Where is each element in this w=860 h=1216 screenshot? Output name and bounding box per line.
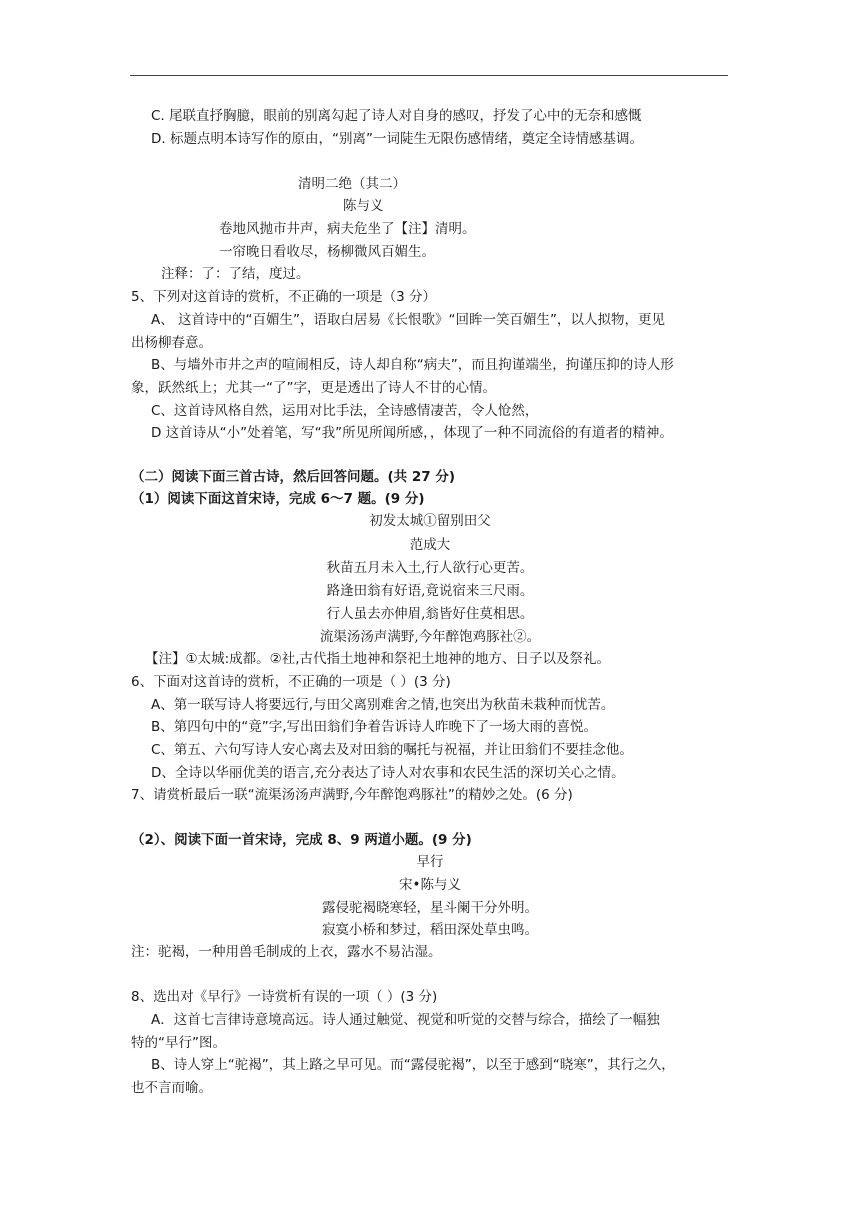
poem-author: 宋•陈与义 [399, 877, 461, 893]
section-heading: （二）阅读下面三首古诗，然后回答问题。(共 27 分) [131, 469, 456, 485]
option-b-text-cont: 也不言而喻。 [131, 1080, 212, 1096]
poem-line: 卷地风抛市井声，病夫危坐了【注】清明。 [219, 221, 476, 237]
poem-author: 陈与义 [343, 198, 384, 214]
option-d-text: D. 标题点明本诗写作的原由，“别离”一词陡生无限伤感情绪，奠定全诗情感基调。 [151, 131, 643, 147]
poem-title: 初发太城①留别田父 [369, 513, 491, 529]
poem-note: 【注】①太城:成都。②社,古代指土地神和祭祀土地神的地方、日子以及祭礼。 [145, 651, 611, 667]
poem-note: 注释：了：了结，度过。 [161, 266, 310, 282]
subsection-heading-2 [131, 830, 472, 850]
poem-line: 一帘晚日看收尽，杨柳微风百媚生。 [219, 244, 435, 260]
poem-line: 秋苗五月未入土,行人欲行心更苦。 [326, 560, 534, 576]
poem-title: 清明二绝（其二） [298, 176, 406, 192]
poem-line: 行人虽去亦伸眉,翁皆好住莫相思。 [326, 606, 534, 622]
poem-author: 范成大 [409, 537, 451, 553]
option-a-text: A、 这首诗中的“百媚生”，语取白居易《长恨歌》“回眸一笑百媚生”，以人拟物，更见 [151, 312, 666, 328]
option-b-text-cont: 象，跃然纸上；尤其一“了”字，更是透出了诗人不甘的心情。 [131, 380, 496, 396]
option-c-text: C. 尾联直抒胸臆，眼前的别离勾起了诗人对自身的感叹，抒发了心中的无奈和感慨 [151, 108, 642, 124]
option-b-text: B、第四句中的“竟”字,写出田翁们争着告诉诗人昨晚下了一场大雨的喜悦。 [151, 719, 598, 735]
option-d-text: D 这首诗从“小”处着笔，写“我”所见所闻所感，，体现了一种不同流俗的有道者的精神。 [151, 425, 673, 441]
option-d-text: D、全诗以华丽优美的语言,充分表达了诗人对农事和农民生活的深切关心之情。 [151, 765, 625, 781]
option-a-text: A、第一联写诗人将要远行,与田父离别难舍之情,也突出为秋苗未栽种而忧苦。 [151, 697, 615, 713]
subsection-heading-text: （2）、阅读下面一首宋诗，完成 8、9 两道小题。(9 分) [131, 832, 472, 848]
poem-line: 流渠汤汤声满野,今年醉饱鸡豚社②。 [319, 629, 541, 645]
option-a-text-cont: 出杨柳春意。 [131, 335, 212, 351]
question-7: 7、请赏析最后一联“流渠汤汤声满野,今年醉饱鸡豚社”的精妙之处。(6 分) [131, 787, 573, 803]
option-b-text: B、诗人穿上“驼褐”，其上路之早可见。而“露侵驼褐”，以至于感到“晓寒”，其行之久， [151, 1057, 675, 1073]
question-5: 5、下列对这首诗的赏析，不正确的一项是（3 分） [131, 289, 436, 305]
subsection-heading: （1）阅读下面这首宋诗，完成 6～7 题。(9 分) [131, 491, 425, 507]
poem-line: 寂寞小桥和梦过，稻田深处草虫鸣。 [322, 922, 538, 938]
option-a-text-cont: 特的“早行”图。 [131, 1035, 226, 1051]
poem-line: 露侵驼褐晓寒轻，星斗阑干分外明。 [322, 900, 538, 916]
option-c-text: C、第五、六句写诗人安心离去及对田翁的嘱托与祝福，并让田翁们不要挂念他。 [151, 742, 633, 758]
question-6: 6、下面对这首诗的赏析，不正确的一项是（ ）(3 分) [131, 674, 451, 690]
option-c-text: C、这首诗风格自然，运用对比手法，全诗感情凄苦，令人怆然， [151, 403, 539, 419]
question-8: 8、选出对《早行》一诗赏析有误的一项（ ）(3 分) [131, 989, 438, 1005]
option-a-text: A．这首七言律诗意境高远。诗人通过触觉、视觉和听觉的交替与综合，描绘了一幅独 [151, 1012, 660, 1028]
poem-title: 早行 [416, 854, 444, 870]
poem-line: 路逢田翁有好语,竟说宿来三尺雨。 [326, 583, 534, 599]
header-rule [130, 75, 728, 76]
poem-note: 注：驼褐，一种用兽毛制成的上衣，露水不易沾湿。 [131, 944, 442, 960]
option-b-text: B、与墙外市井之声的喧闹相反，诗人却自称“病夫”，而且拘谨端坐，拘谨压抑的诗人形 [151, 357, 674, 373]
